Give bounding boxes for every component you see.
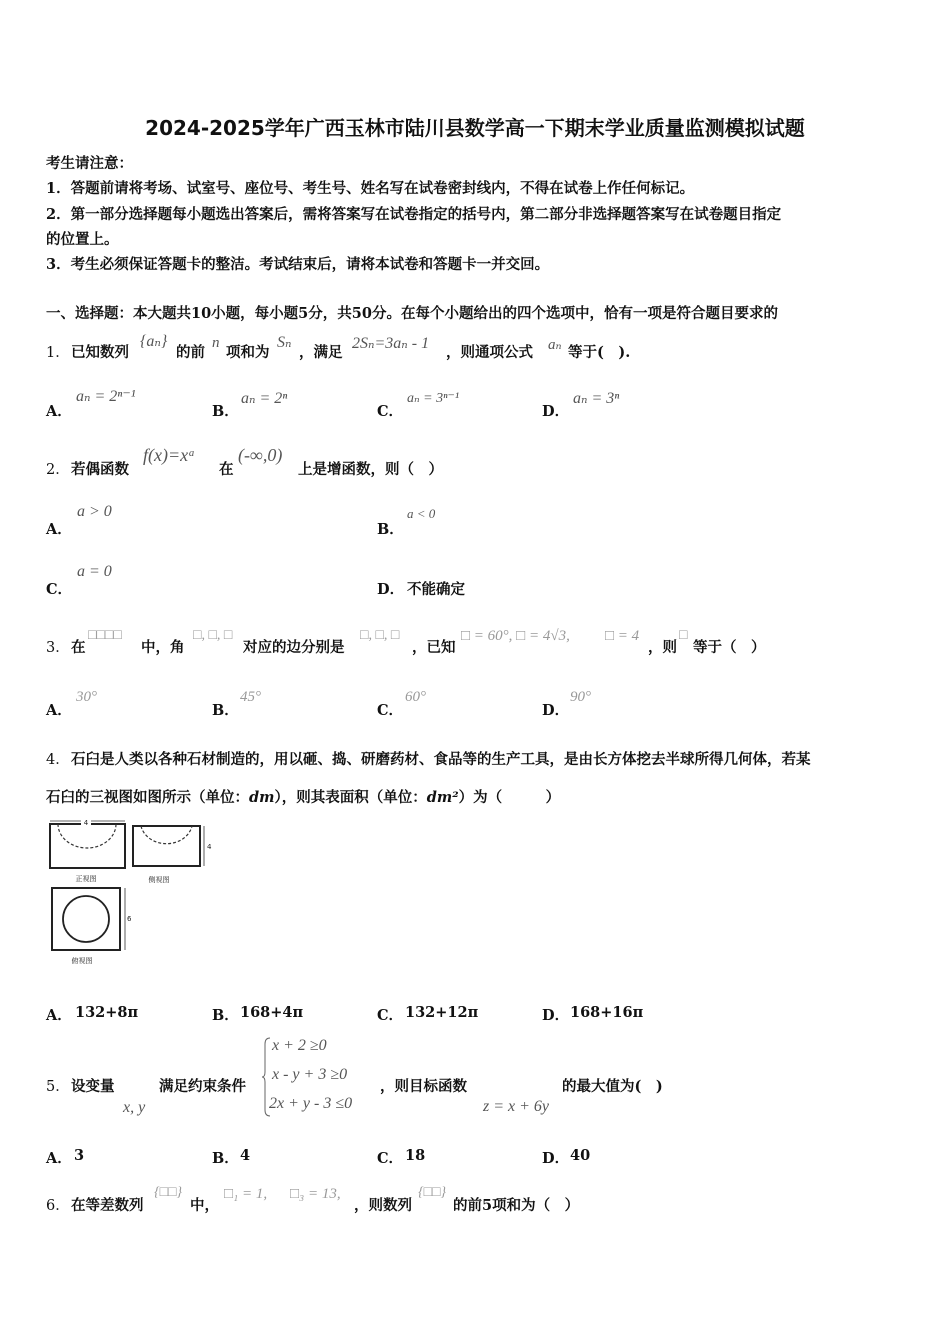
question-text: 中，角	[141, 639, 185, 656]
constraint-2: x - y + 3 ≥0	[272, 1066, 348, 1083]
math-sequence: {□□}	[154, 1185, 183, 1200]
side-view-label: 侧视图	[148, 876, 170, 884]
question-text: ，满足	[299, 344, 343, 361]
option-a-math: a > 0	[77, 503, 112, 520]
question-text: 在	[219, 461, 234, 478]
option-c-label[interactable]: C．	[377, 1007, 404, 1024]
option-c-math: a = 0	[77, 563, 112, 580]
question-number: 3．	[46, 640, 70, 656]
math-interval: (-∞,0)	[238, 445, 283, 465]
option-b-math: a < 0	[407, 506, 436, 521]
question-text: 项和为	[226, 344, 270, 361]
math-sides: □, □, □	[360, 628, 400, 643]
option-b-label[interactable]: B．	[212, 702, 239, 719]
option-a-math: 30°	[76, 689, 97, 705]
option-a-label[interactable]: A．	[46, 1150, 72, 1167]
question-text: 设变量	[71, 1078, 115, 1095]
option-a-text: 132+8π	[75, 1004, 139, 1021]
top-view	[52, 888, 132, 965]
option-c-math: 60°	[405, 689, 426, 705]
option-d-label[interactable]: D．	[542, 1007, 570, 1024]
option-d-text: 不能确定	[407, 581, 465, 598]
math-variables: x, y	[123, 1099, 146, 1116]
question-text: 等于（ ）	[693, 639, 766, 656]
question-number: 4．	[46, 752, 70, 768]
question-text: 对应的边分别是	[243, 639, 345, 656]
constraint-3: 2x + y - 3 ≤0	[269, 1095, 353, 1112]
question-text: ，则通项公式	[446, 344, 533, 361]
option-d-text: 40	[570, 1147, 591, 1164]
option-c-text: 132+12π	[405, 1004, 479, 1021]
option-a-label[interactable]: A．	[46, 702, 72, 719]
option-c-text: 18	[405, 1147, 426, 1164]
option-a-label[interactable]: A．	[46, 1007, 72, 1024]
math-function: f(x)=xᵃ	[143, 445, 196, 465]
unit-dm2: dm²	[426, 789, 459, 806]
math-a1: □₁ = 1,	[224, 1186, 268, 1202]
question-text-part: ），则其表面积（单位：	[274, 789, 427, 806]
option-b-label[interactable]: B．	[212, 1007, 239, 1024]
math-unknown: □	[679, 628, 688, 643]
option-d-math: 90°	[570, 689, 591, 705]
option-b-math: aₙ = 2ⁿ	[241, 390, 288, 407]
option-d-label[interactable]: D．	[542, 1150, 570, 1167]
notice-item: 3．考生必须保证答题卡的整洁。考试结束后，请将本试卷和答题卡一并交回。	[46, 256, 550, 273]
dim-front-width: 4	[83, 819, 89, 827]
math-term: aₙ	[548, 337, 562, 353]
math-sum: Sₙ	[277, 334, 292, 351]
option-c-label[interactable]: C．	[377, 403, 404, 420]
question-number: 2．	[46, 462, 70, 478]
option-c-label[interactable]: C．	[377, 702, 404, 719]
question-text: 石臼是人类以各种石材制造的，用以砸、捣、研磨药材、食品等的生产工具，是由长方体挖去半球所得几何体，若某	[71, 751, 811, 768]
math-equation: 2Sₙ=3aₙ - 1	[352, 335, 430, 352]
three-view-figure	[46, 818, 216, 968]
notice-item: 的位置上。	[46, 231, 119, 248]
constraint-1: x + 2 ≥0	[272, 1037, 327, 1054]
option-c-label[interactable]: C．	[46, 581, 73, 598]
question-text: 在	[71, 639, 86, 656]
question-text: 的前	[176, 344, 205, 361]
option-b-label[interactable]: B．	[212, 1150, 239, 1167]
math-sequence-2: {□□}	[418, 1185, 447, 1200]
option-d-math: aₙ = 3ⁿ	[573, 390, 620, 407]
math-angles: □, □, □	[193, 628, 233, 643]
question-text: ，则目标函数	[380, 1078, 467, 1095]
question-number: 5．	[46, 1079, 70, 1095]
question-text: 已知数列	[71, 344, 129, 361]
question-text: 若偶函数	[71, 461, 129, 478]
dim-top-height: 6	[127, 915, 132, 923]
option-b-text: 168+4π	[240, 1004, 304, 1021]
question-text: 等于( ).	[568, 344, 631, 361]
option-a-label[interactable]: A．	[46, 521, 72, 538]
option-d-text: 168+16π	[570, 1004, 644, 1021]
side-view	[133, 826, 212, 884]
notice-item: 2．第一部分选择题每小题选出答案后，需将答案写在试卷指定的括号内，第二部分非选择题答案写在试卷题目指定	[46, 206, 782, 223]
question-text	[46, 786, 560, 807]
question-text: ，则数列	[354, 1197, 412, 1214]
option-d-label[interactable]: D．	[377, 581, 405, 598]
option-d-label[interactable]: D．	[542, 403, 570, 420]
math-a3: □₃ = 13,	[290, 1186, 341, 1202]
question-text: 满足约束条件	[159, 1078, 246, 1095]
option-b-label[interactable]: B．	[212, 403, 239, 420]
unit-dm: dm	[249, 789, 275, 806]
option-a-label[interactable]: A．	[46, 403, 72, 420]
question-text: ，则	[648, 639, 677, 656]
math-triangle: □□□□	[88, 628, 122, 643]
question-number: 1．	[46, 345, 70, 361]
question-text: ，已知	[412, 639, 456, 656]
option-d-label[interactable]: D．	[542, 702, 570, 719]
option-c-math: aₙ = 3ⁿ⁻¹	[407, 391, 460, 406]
dim-side-height: 4	[207, 843, 212, 851]
question-number: 6．	[46, 1198, 70, 1214]
question-text: 中，	[190, 1197, 219, 1214]
math-given-side: □ = 4	[605, 628, 640, 644]
notice-heading: 考生请注意：	[46, 155, 133, 172]
option-b-label[interactable]: B．	[377, 521, 404, 538]
option-b-text: 4	[240, 1147, 251, 1164]
question-text-part: 石臼的三视图如图所示（单位：	[46, 789, 249, 806]
option-b-math: 45°	[240, 689, 261, 705]
front-view	[50, 818, 125, 883]
question-text: 在等差数列	[71, 1197, 144, 1214]
question-text: 的最大值为( )	[562, 1078, 663, 1095]
page-title: 2024-2025学年广西玉林市陆川县数学高一下期末学业质量监测模拟试题	[145, 116, 805, 140]
question-text: 的前5项和为（ ）	[453, 1197, 580, 1214]
option-c-label[interactable]: C．	[377, 1150, 404, 1167]
section-heading: 一、选择题：本大题共10小题，每小题5分，共50分。在每个小题给出的四个选项中，恰有一项是符合题目要求的	[46, 305, 778, 322]
question-text-part: ）为（ ）	[458, 789, 561, 806]
option-a-text: 3	[74, 1147, 85, 1164]
math-given: □ = 60°, □ = 4√3,	[461, 628, 570, 644]
math-n: n	[212, 335, 220, 351]
option-a-math: aₙ = 2ⁿ⁻¹	[76, 388, 136, 405]
question-text: 上是增函数，则（ ）	[298, 461, 443, 478]
top-view-label: 俯视图	[71, 957, 93, 965]
math-sequence: {aₙ}	[140, 333, 168, 350]
objective-function: z = x + 6y	[483, 1098, 550, 1115]
notice-item: 1．答题前请将考场、试室号、座位号、考生号、姓名写在试卷密封线内，不得在试卷上作任何标记。	[46, 180, 695, 197]
front-view-label: 正视图	[75, 875, 97, 883]
